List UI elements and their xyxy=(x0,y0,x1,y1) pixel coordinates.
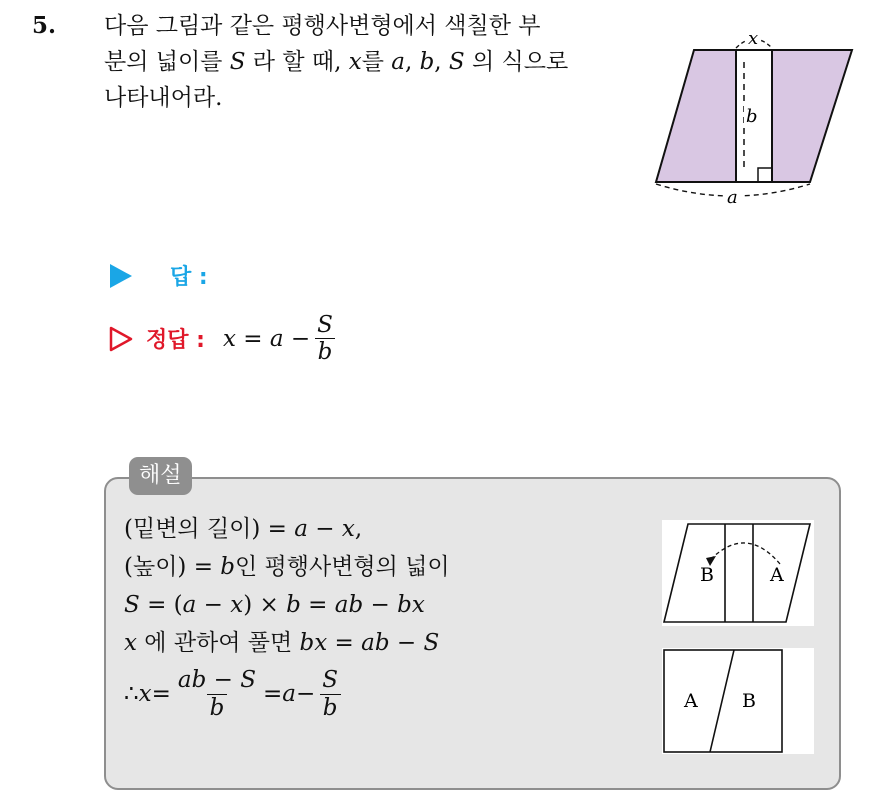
q2-comma-2: , xyxy=(434,49,449,75)
correct-frac-den: b xyxy=(315,338,336,365)
fig2-label-b: B xyxy=(700,564,714,586)
s5-frac1-num: ab − S xyxy=(177,667,256,694)
q2-var-b: b xyxy=(419,49,435,75)
s4-var-s: S xyxy=(423,630,440,656)
q2-var-s: S xyxy=(229,49,246,75)
answer-label: 답 : xyxy=(170,265,208,290)
s3-minus: − xyxy=(196,592,231,618)
solution-line-4 xyxy=(124,624,624,662)
correct-answer-row xyxy=(108,312,340,366)
solution-text xyxy=(124,510,624,726)
s4-minus: − xyxy=(389,630,424,656)
s5-eq: = xyxy=(151,681,171,707)
question-line-3: 나타내어라. xyxy=(104,85,223,111)
s1-minus: − xyxy=(307,516,342,542)
s5-minus: − xyxy=(296,681,316,707)
s2-c: 인 평행사변형의 넓이 xyxy=(235,554,450,580)
s4-var-bx: bx xyxy=(299,630,328,656)
answer-arrow-icon xyxy=(110,264,132,288)
q2-var-s2: S xyxy=(448,49,465,75)
q2-text-c: 라 할 때, xyxy=(245,49,349,75)
correct-frac-num: S xyxy=(317,312,333,338)
s3-var-b: b xyxy=(286,592,301,618)
question-line-1: 다음 그림과 같은 평행사변형에서 색칠한 부 xyxy=(104,13,541,39)
s3-var-s: S xyxy=(124,592,140,618)
s3-var-bx: bx xyxy=(397,592,425,618)
s5-var-x: x xyxy=(138,681,152,707)
correct-fraction xyxy=(314,312,336,366)
label-a: a xyxy=(727,187,738,208)
s3-eq2: = xyxy=(300,592,335,618)
correct-label: 정답 : xyxy=(146,328,205,354)
s2-var-b: b xyxy=(220,554,236,580)
solution-line-3 xyxy=(124,586,624,624)
s3-minus2: − xyxy=(363,592,398,618)
parallelogram-figure xyxy=(648,22,884,212)
question-text xyxy=(104,8,634,116)
question-number: 5. xyxy=(32,12,57,39)
s4-eq: = xyxy=(327,630,362,656)
q2-text-k: 의 식으로 xyxy=(464,49,569,75)
solution-line-5 xyxy=(124,662,624,726)
s4-text: 에 관하여 풀면 xyxy=(136,630,300,656)
solution-line-2 xyxy=(124,548,624,586)
s3-var-a: a xyxy=(182,592,197,618)
fig2-label-a: A xyxy=(770,564,784,586)
label-x: x xyxy=(748,28,759,49)
q2-var-a: a xyxy=(391,49,405,75)
s5-eq2: = xyxy=(263,681,283,707)
label-b: b xyxy=(746,106,758,127)
q2-comma-1: , xyxy=(404,49,420,75)
s1-var-x: x xyxy=(341,516,355,542)
q2-text-a: 분의 넓이를 xyxy=(104,49,230,75)
solution-line-1 xyxy=(124,510,624,548)
s4-var-x: x xyxy=(124,630,137,656)
correct-arrow-icon xyxy=(108,325,134,353)
correct-expression xyxy=(223,312,340,366)
s5-frac2-den: b xyxy=(320,694,341,721)
s5-var-a: a xyxy=(282,681,296,707)
explanation-figure-2 xyxy=(662,648,814,754)
question-line-2 xyxy=(104,44,634,80)
fig3-label-a: A xyxy=(684,690,698,712)
answer-row xyxy=(110,260,208,291)
s5-frac1-den: b xyxy=(207,694,228,721)
s3-eq: = ( xyxy=(139,592,183,618)
s5-frac2-num: S xyxy=(322,667,339,694)
fig3-label-b: B xyxy=(742,690,756,712)
s3-var-ab: ab xyxy=(334,592,364,618)
s1-a: (밑변의 길이) = xyxy=(124,516,295,542)
s5-fraction-2 xyxy=(319,667,341,721)
s3-var-x: x xyxy=(230,592,244,618)
correct-expr-left: x = a − xyxy=(222,325,311,352)
s3-times: ) × xyxy=(243,592,287,618)
s1-var-a: a xyxy=(294,516,308,542)
s2-a: (높이) = xyxy=(124,554,221,580)
explanation-figure-1 xyxy=(662,520,814,626)
q2-var-x: x xyxy=(348,49,362,75)
solution-tab: 해설 xyxy=(129,457,192,495)
s1-comma: , xyxy=(354,516,363,542)
therefore-symbol: ∴ xyxy=(124,681,139,707)
q2-text-e: 를 xyxy=(361,49,392,75)
s4-var-ab: ab xyxy=(361,630,390,656)
s5-fraction-1 xyxy=(175,667,259,721)
